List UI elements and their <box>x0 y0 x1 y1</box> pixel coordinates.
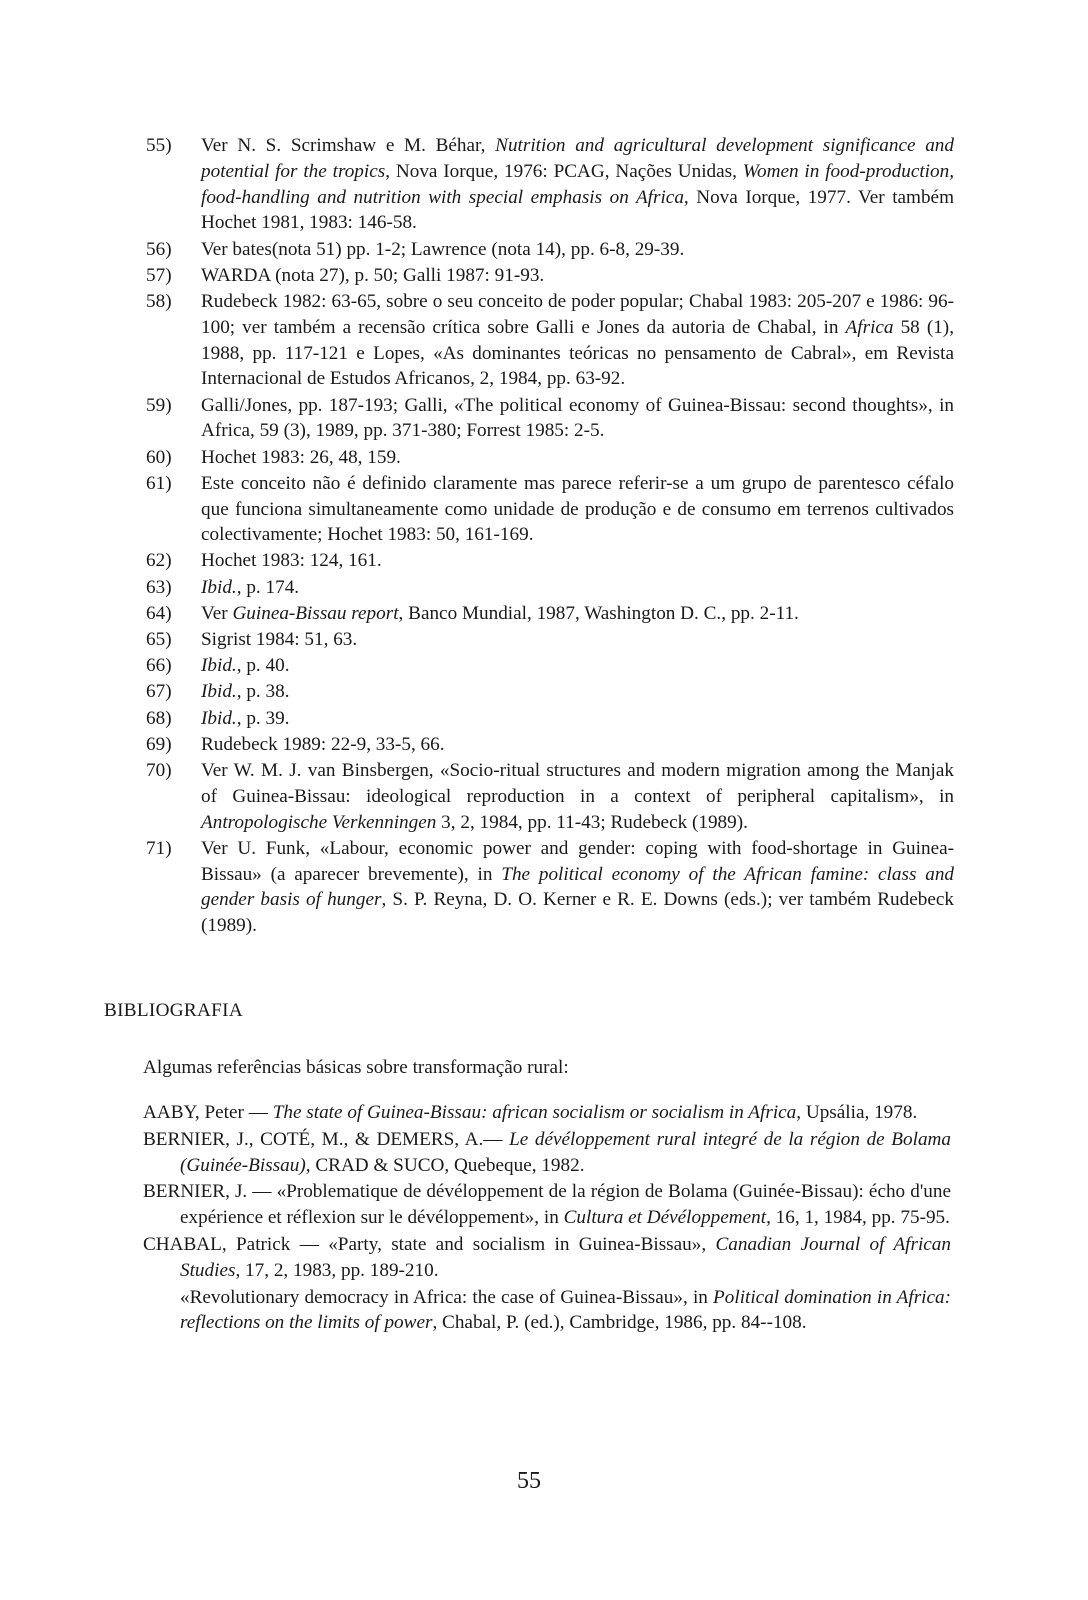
endnote-number: 68) <box>146 707 172 729</box>
endnote-number: 64) <box>146 602 172 624</box>
text-span: , Nova Iorque, 1976: PCAG, Nações Unidas, <box>385 160 743 182</box>
endnote-number: 58) <box>146 290 172 312</box>
endnote <box>146 758 954 835</box>
text-span: BERNIER, J., COTÉ, M., & DEMERS, A.— <box>143 1128 510 1150</box>
endnote-number: 67) <box>146 681 172 703</box>
endnote <box>146 679 954 705</box>
text-span: Este conceito não é definido claramente mas parece referir-se a um grupo de parentesco céfalo que funciona simultaneamente como unidade de produção e de consumo em terrenos cultivados colectivamente; Hochet 1983: 50, 161-169. <box>201 472 954 546</box>
bibliography-entry <box>143 1232 951 1284</box>
text-span: «Revolutionary democracy in Africa: the case of Guinea-Bissau», in <box>180 1286 714 1308</box>
endnote-number: 59) <box>146 394 172 416</box>
text-span: , Nova Iorque, 1977. Ver também Hochet 1981, 1983: 146-58. <box>201 186 955 234</box>
endnote-text <box>201 627 954 653</box>
text-span: , Upsália, 1978. <box>796 1102 918 1123</box>
endnote <box>146 706 954 732</box>
endnote <box>146 653 954 679</box>
italic-title: Political domination in Africa: reflections on the limits of power <box>180 1286 951 1334</box>
endnote-text <box>201 471 954 548</box>
endnote-text <box>201 393 954 445</box>
text-span: , 16, 1, 1984, pp. 75-95. <box>766 1207 950 1229</box>
endnote-text <box>201 548 954 574</box>
endnote <box>146 471 954 548</box>
text-span: Ver U. Funk, «Labour, economic power and gender: coping with food-shortage in Guinea-Bissau» (a aparecer brevemente), in <box>201 837 954 885</box>
italic-title: Ibid. <box>201 655 237 677</box>
endnotes-list <box>146 133 954 939</box>
italic-title: Cultura et Dévéloppement <box>563 1207 767 1229</box>
endnote-number: 62) <box>146 550 172 572</box>
endnote-text <box>201 133 954 236</box>
italic-title: The state of Guinea-Bissau: african socialism or socialism in Africa <box>272 1102 797 1123</box>
page-number: 55 <box>517 1468 541 1494</box>
text-span: Ver W. M. J. van Binsbergen, «Socio-ritual structures and modern migration among the Manjak of Guinea-Bissau: ideological reproduction in a context of peripheral capitalism», in <box>201 759 954 807</box>
text-span: Ver bates(nota 51) pp. 1-2; Lawrence (nota 14), pp. 6-8, 29-39. <box>201 238 685 260</box>
text-span: , Chabal, P. (ed.), Cambridge, 1986, pp. 84--108. <box>432 1312 807 1334</box>
text-span: , p. 38. <box>236 681 290 703</box>
text-span: Hochet 1983: 26, 48, 159. <box>201 446 401 468</box>
endnote-text <box>201 732 954 758</box>
endnote <box>146 393 954 445</box>
endnote-number: 65) <box>146 629 172 651</box>
bibliography-heading: BIBLIOGRAFIA <box>104 1000 243 1021</box>
endnote-text <box>201 445 954 471</box>
text-span: CHABAL, Patrick — «Party, state and socialism in Guinea-Bissau», <box>143 1233 716 1255</box>
text-span: AABY, Peter — <box>143 1102 273 1123</box>
text-span: , CRAD & SUCO, Quebeque, 1982. <box>305 1154 585 1176</box>
endnote-number: 69) <box>146 733 172 755</box>
text-span: Rudebeck 1989: 22-9, 33-5, 66. <box>201 733 445 755</box>
endnote-number: 56) <box>146 238 172 260</box>
text-span: , p. 39. <box>236 707 290 729</box>
italic-title: Antropologische Verkenningen <box>201 811 437 833</box>
endnote <box>146 548 954 574</box>
bibliography-entry <box>143 1285 951 1337</box>
text-span: WARDA (nota 27), p. 50; Galli 1987: 91-93. <box>201 264 545 286</box>
text-span: Ver <box>201 602 233 624</box>
bibliography-entry <box>143 1127 951 1179</box>
endnote-number: 60) <box>146 446 172 468</box>
endnote-text <box>201 237 954 263</box>
text-span: 58 (1), 1988, pp. 117-121 e Lopes, «As dominantes teóricas no pensamento de Cabral», em Revista Internacional de Estudos Africanos, 2, 1984, pp. 63-92. <box>201 316 954 390</box>
text-span: , 17, 2, 1983, pp. 189-210. <box>235 1259 439 1281</box>
italic-title: The political economy of the African famine: class and gender basis of hunger <box>201 863 955 911</box>
endnote <box>146 237 954 263</box>
endnote <box>146 601 954 627</box>
italic-title: Le dévéloppement rural integré de la région de Bolama (Guinée-Bissau) <box>180 1128 951 1176</box>
text-span: Hochet 1983: 124, 161. <box>201 550 382 572</box>
endnote-number: 63) <box>146 576 172 598</box>
endnote-text <box>201 289 954 392</box>
endnote-number: 71) <box>146 837 172 859</box>
endnote-text <box>201 758 954 835</box>
text-span: BERNIER, J. — «Problematique de dévéloppement de la région de Bolama (Guinée-Bissau): écho d'une expérience et réflexion sur le dévéloppement», in <box>143 1181 951 1229</box>
italic-title: Ibid. <box>201 576 237 598</box>
endnote-number: 66) <box>146 655 172 677</box>
endnote <box>146 445 954 471</box>
endnote <box>146 289 954 392</box>
italic-title: Ibid. <box>201 707 237 729</box>
endnote-text <box>201 263 954 289</box>
italic-title: Africa <box>845 316 894 338</box>
endnote-text <box>201 601 954 627</box>
endnote-text <box>201 706 954 732</box>
endnote-number: 70) <box>146 759 172 781</box>
text-span: , S. P. Reyna, D. O. Kerner e R. E. Downs (eds.); ver também Rudebeck (1989). <box>201 889 954 937</box>
endnote <box>146 575 954 601</box>
endnote <box>146 133 954 236</box>
endnote-number: 61) <box>146 472 172 494</box>
endnote <box>146 627 954 653</box>
endnote-number: 57) <box>146 264 172 286</box>
text-span: , Banco Mundial, 1987, Washington D. C., pp. 2-11. <box>398 602 799 624</box>
endnote <box>146 836 954 939</box>
endnote-number: 55) <box>146 135 172 156</box>
text-span: Ver N. S. Scrimshaw e M. Béhar, <box>201 135 496 156</box>
bibliography-list <box>143 1100 951 1337</box>
bibliography-intro: Algumas referências básicas sobre transformação rural: <box>143 1057 569 1078</box>
italic-title: Guinea-Bissau report <box>232 602 399 624</box>
bibliography-entry <box>143 1100 951 1126</box>
endnote-text <box>201 575 954 601</box>
text-span: , p. 40. <box>236 655 290 677</box>
bibliography-entry <box>143 1179 951 1231</box>
endnote <box>146 263 954 289</box>
italic-title: Women in food-production, food-handling and nutrition with special emphasis on Africa <box>201 160 954 208</box>
text-span: Rudebeck 1982: 63-65, sobre o seu conceito de poder popular; Chabal 1983: 205-207 e 1986: 96-100; ver também a recensão crítica sobre Galli e Jones da autoria de Chabal, in <box>201 290 954 338</box>
text-span: Sigrist 1984: 51, 63. <box>201 629 358 651</box>
endnote-text <box>201 679 954 705</box>
italic-title: Ibid. <box>201 681 237 703</box>
text-span: Galli/Jones, pp. 187-193; Galli, «The political economy of Guinea-Bissau: second thoughts», in Africa, 59 (3), 1989, pp. 371-380; Forrest 1985: 2-5. <box>201 394 954 442</box>
endnote-text <box>201 836 954 939</box>
italic-title: Nutrition and agricultural development significance and potential for the tropics <box>201 135 954 182</box>
text-span: 3, 2, 1984, pp. 11-43; Rudebeck (1989). <box>436 811 748 833</box>
italic-title: Canadian Journal of African Studies <box>180 1233 951 1281</box>
text-span: , p. 174. <box>236 576 300 598</box>
endnote <box>146 732 954 758</box>
endnote-text <box>201 653 954 679</box>
